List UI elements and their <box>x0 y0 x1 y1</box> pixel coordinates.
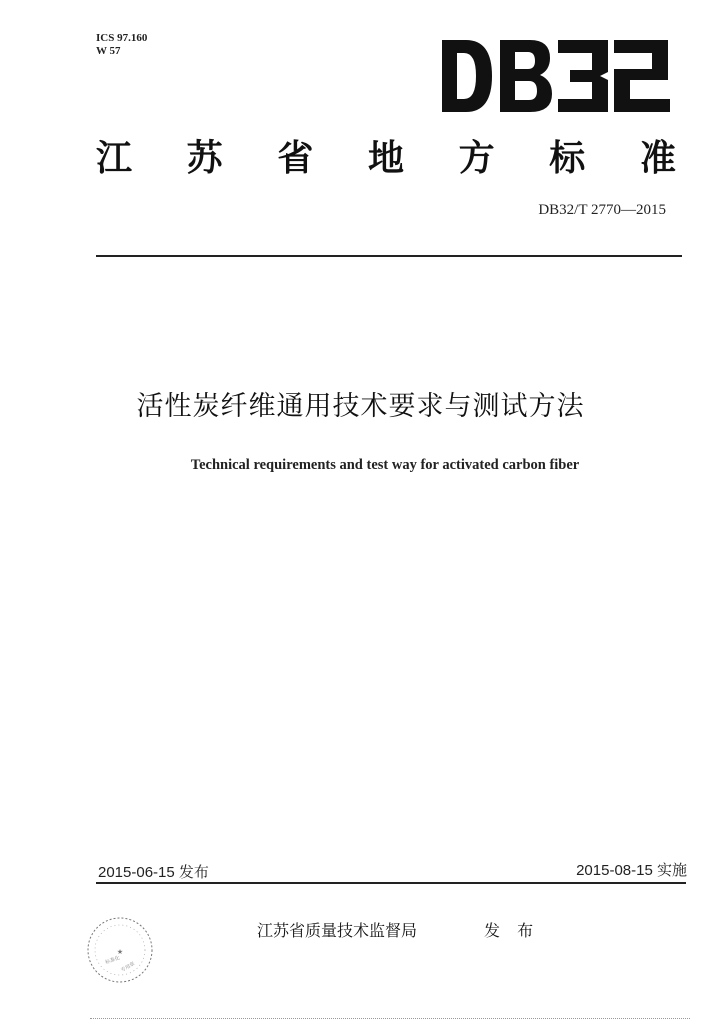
document-title-chinese: 活性炭纤维通用技术要求与测试方法 <box>136 391 585 422</box>
ics-classification <box>96 32 147 58</box>
category-char: 苏 <box>186 137 223 179</box>
category-char: 江 <box>96 137 133 179</box>
ccs-code: W 57 <box>96 45 121 57</box>
category-char: 标 <box>549 137 586 179</box>
footer-divider <box>96 882 686 884</box>
category-char: 地 <box>367 137 404 179</box>
issue-date: 2015-06-15 发布 <box>98 864 209 881</box>
db32-logo-graphic <box>440 36 672 116</box>
implementation-date: 2015-08-15 实施 <box>576 862 687 879</box>
document-title-english: Technical requirements and test way for activated carbon fiber <box>190 457 580 473</box>
category-char: 省 <box>277 137 314 179</box>
category-char: 准 <box>639 137 676 179</box>
scan-artifact-line <box>90 1018 690 1021</box>
ics-code: ICS 97.160 <box>96 32 148 44</box>
standard-number: DB32/T 2770—2015 <box>538 202 666 218</box>
svg-text:标准化: 标准化 <box>104 955 121 966</box>
official-seal <box>84 914 156 986</box>
seal-graphic <box>84 914 156 986</box>
standard-category <box>96 136 676 180</box>
header-divider <box>96 255 682 257</box>
svg-text:★: ★ <box>116 948 124 956</box>
publish-label: 发 布 <box>484 921 540 940</box>
svg-text:专用章: 专用章 <box>120 961 137 974</box>
db32-logo <box>440 36 672 116</box>
publisher-name: 江苏省质量技术监督局 <box>257 921 418 940</box>
category-char: 方 <box>458 137 495 179</box>
